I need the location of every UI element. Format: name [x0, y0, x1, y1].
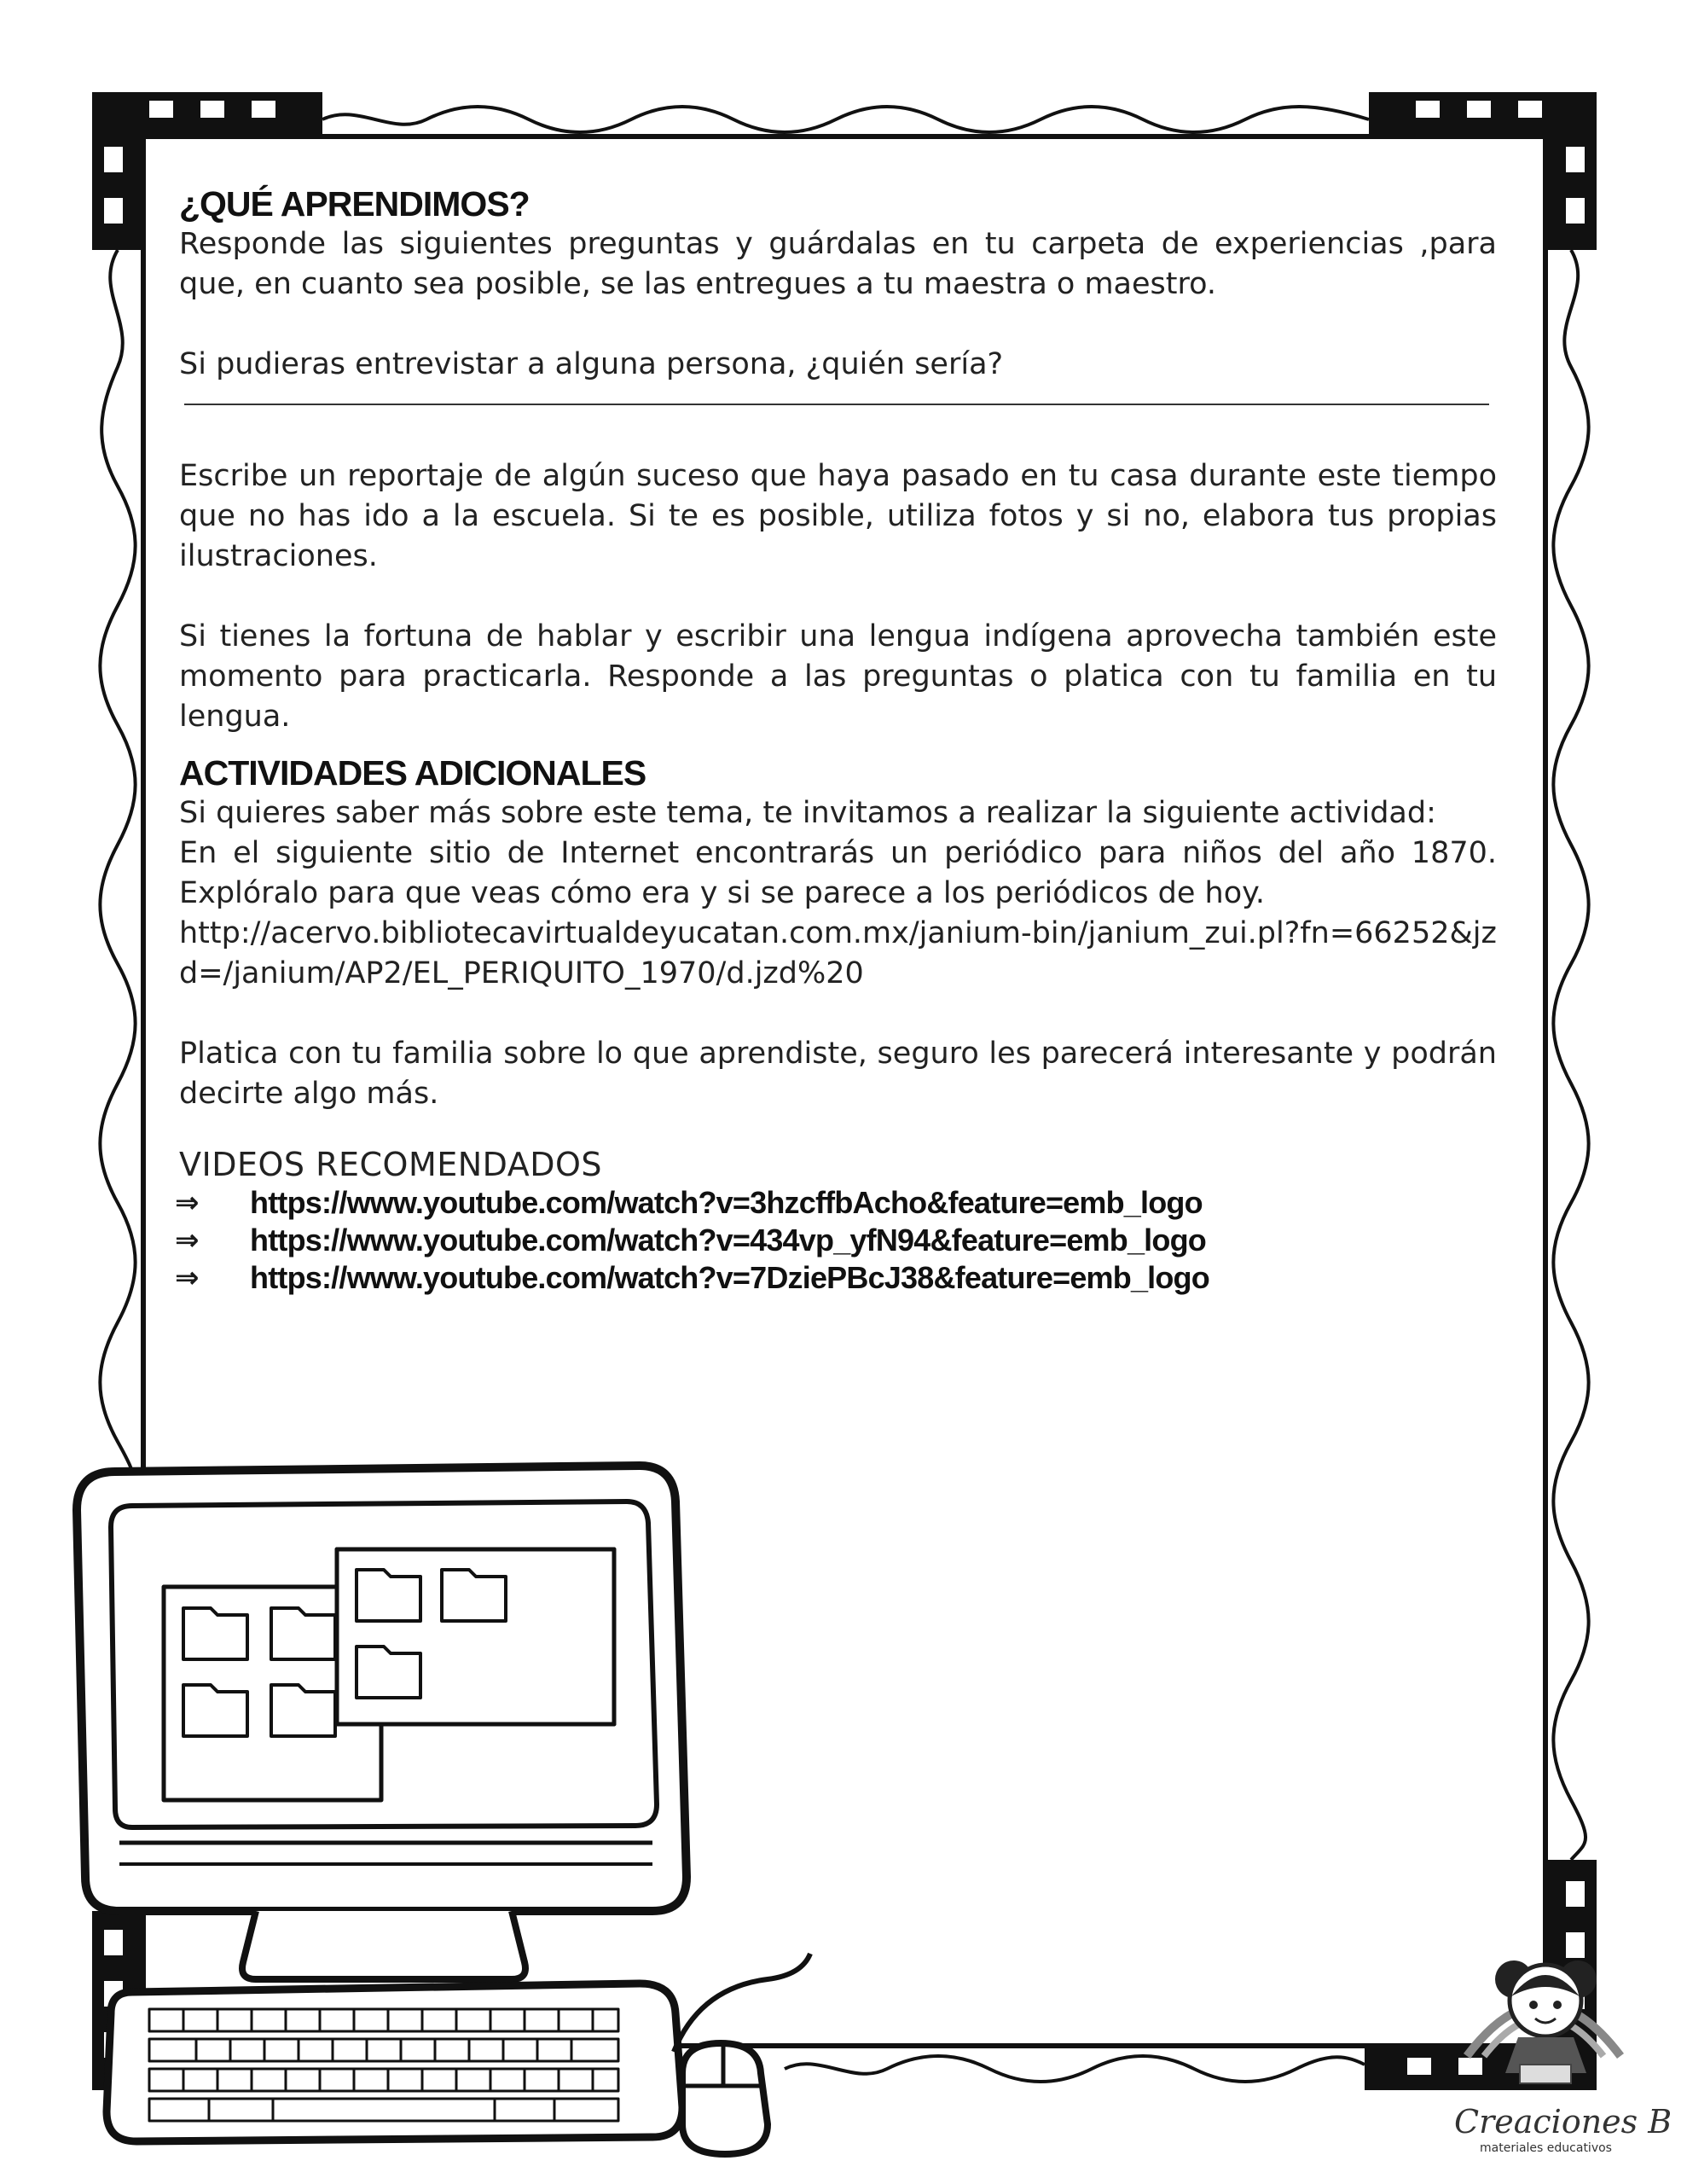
- list-item: [175, 1222, 1493, 1259]
- section-title-actividades-adicionales: ACTIVIDADES ADICIONALES: [179, 753, 646, 793]
- computer-illustration: [77, 1466, 810, 2154]
- brand-name: Creaciones B: [1454, 2103, 1673, 2140]
- family-paragraph: Platica con tu familia sobre lo que aprendiste, seguro les parecerá interesante y podrán decirte algo más.: [179, 1037, 1497, 1111]
- report-paragraph: Escribe un reportaje de algún suceso que haya pasado en tu casa durante este tiempo que no has ido a la escuela. Si te es posible, utiliza fotos y si no, elabora tus propias ilustraciones.: [179, 459, 1497, 573]
- video-link-2[interactable]: https://www.youtube.com/watch?v=434vp_yfN94&feature=emb_logo: [250, 1223, 1206, 1258]
- newspaper-paragraph: En el siguiente sitio de Internet encontrarás un periódico para niños del año 1870. Explóralo para que veas cómo era y si se parece a los periódicos de hoy.: [179, 836, 1497, 910]
- worksheet-content: [175, 183, 1497, 1297]
- arrow-icon: ⇒: [175, 1223, 200, 1258]
- arrow-icon: ⇒: [175, 1186, 200, 1220]
- arrow-icon: ⇒: [175, 1261, 200, 1295]
- creaciones-b-logo: [1454, 1960, 1672, 2155]
- video-link-1[interactable]: https://www.youtube.com/watch?v=3hzcffbAcho&feature=emb_logo: [250, 1185, 1203, 1220]
- newspaper-link[interactable]: http://acervo.bibliotecavirtualdeyucatan.com.mx/janium-bin/janium_zui.pl?fn=66252&jzd=/janium/AP2/EL_PERIQUITO_1970/d.jzd%20: [179, 916, 1497, 990]
- video-link-3[interactable]: https://www.youtube.com/watch?v=7DziePBcJ38&feature=emb_logo: [250, 1260, 1209, 1295]
- interview-question: Si pudieras entrevistar a alguna persona, ¿quién sería?: [179, 347, 1004, 381]
- section-title-que-aprendimos: ¿QUÉ APRENDIMOS?: [179, 184, 530, 224]
- list-item: [175, 1184, 1493, 1222]
- list-item: [175, 1259, 1493, 1297]
- instructions-paragraph: Responde las siguientes preguntas y guárdalas en tu carpeta de experiencias ,para que, en cuanto sea posible, se las entregues a tu maestra o maestro.: [179, 227, 1497, 301]
- activity-intro: Si quieres saber más sobre este tema, te invitamos a realizar la siguiente actividad:: [179, 796, 1436, 830]
- video-list: [175, 1184, 1493, 1297]
- brand-tagline: materiales educativos: [1480, 2141, 1612, 2155]
- language-paragraph: Si tienes la fortuna de hablar y escribir una lengua indígena aprovecha también este momento para practicarla. Responde a las preguntas o platica con tu familia en tu lengua.: [179, 619, 1497, 734]
- videos-title: VIDEOS RECOMENDADOS: [179, 1146, 603, 1183]
